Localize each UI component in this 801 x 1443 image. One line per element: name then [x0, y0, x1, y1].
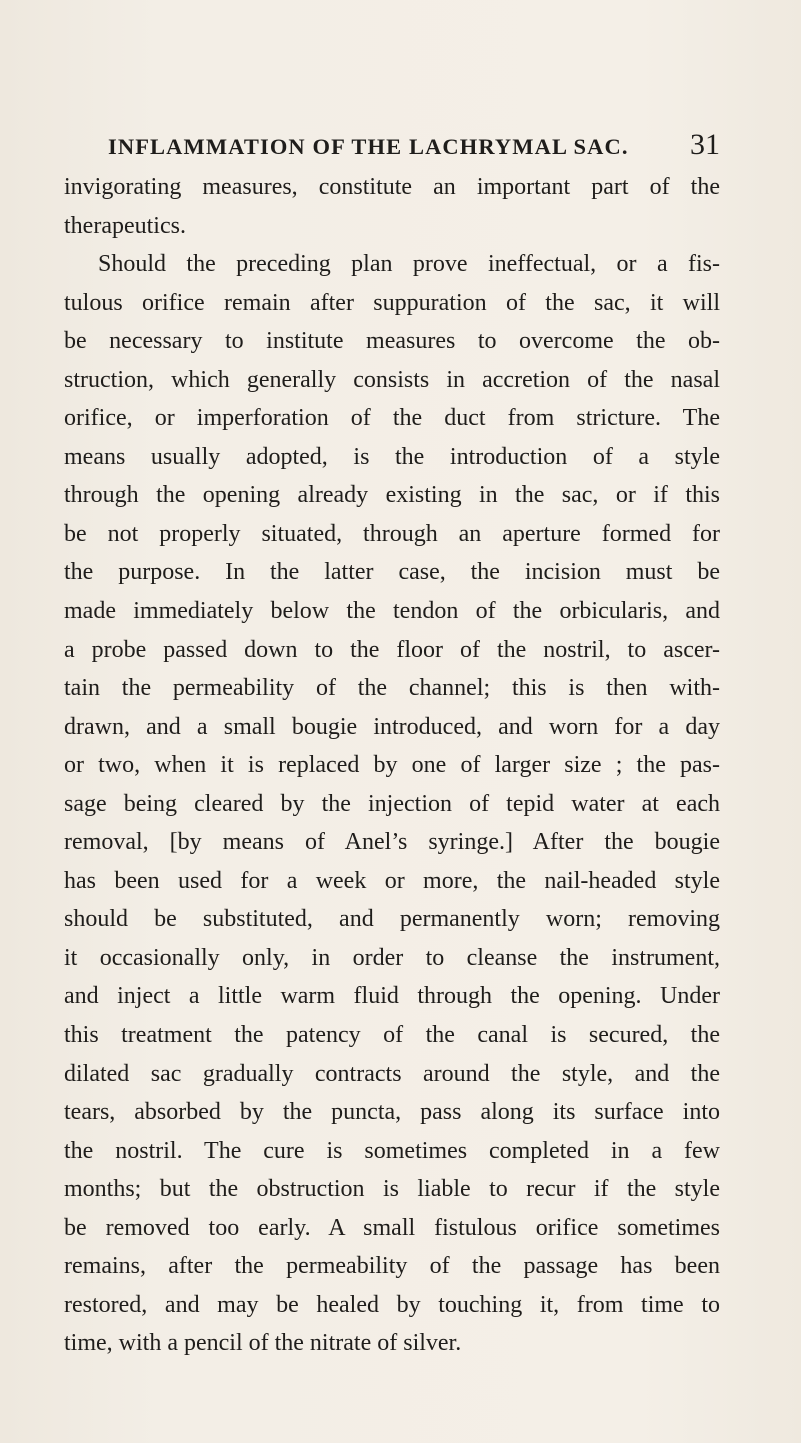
text-line: should be substituted, and permanently worn; removing: [64, 906, 720, 933]
text-line: therapeutics.: [64, 212, 186, 239]
text-line: the nostril. The cure is sometimes completed in a few: [64, 1137, 720, 1164]
text-line: restored, and may be healed by touching it, from time to: [64, 1291, 720, 1318]
text-line: it occasionally only, in order to cleanse the instrument,: [64, 944, 720, 971]
text-line: has been used for a week or more, the nail-headed style: [64, 867, 720, 894]
body-text: [64, 168, 720, 1363]
text-line: the purpose. In the latter case, the incision must be: [64, 559, 720, 586]
text-line: time, with a pencil of the nitrate of silver.: [64, 1330, 462, 1357]
text-line: struction, which generally consists in accretion of the nasal: [64, 366, 720, 393]
text-line: dilated sac gradually contracts around the style, and the: [64, 1060, 720, 1087]
text-line: drawn, and a small bougie introduced, and worn for a day: [64, 713, 720, 740]
text-line: remains, after the permeability of the passage has been: [64, 1253, 720, 1280]
text-line: this treatment the patency of the canal is secured, the: [64, 1022, 720, 1049]
page-number: 31: [690, 128, 720, 161]
text-line: and inject a little warm fluid through the opening. Under: [64, 983, 720, 1010]
text-line: or two, when it is replaced by one of larger size ; the pas-: [64, 752, 720, 779]
text-line: through the opening already existing in the sac, or if this: [64, 482, 720, 509]
text-line: Should the preceding plan prove ineffectual, or a fis-: [98, 251, 720, 278]
text-line: tulous orifice remain after suppuration of the sac, it will: [64, 289, 720, 316]
text-line: sage being cleared by the injection of tepid water at each: [64, 790, 720, 817]
text-line: means usually adopted, is the introduction of a style: [64, 443, 720, 470]
text-line: be necessary to institute measures to overcome the ob-: [64, 328, 720, 355]
text-line: removal, [by means of Anel’s syringe.] After the bougie: [64, 829, 720, 856]
text-line: be not properly situated, through an aperture formed for: [64, 520, 720, 547]
text-line: months; but the obstruction is liable to recur if the style: [64, 1176, 720, 1203]
running-head: [108, 128, 720, 170]
running-title: INFLAMMATION OF THE LACHRYMAL SAC.: [108, 134, 629, 159]
text-line: invigorating measures, constitute an important part of the: [64, 174, 720, 200]
text-line: tain the permeability of the channel; this is then with-: [64, 675, 720, 702]
text-line: orifice, or imperforation of the duct from stricture. The: [64, 405, 720, 432]
text-line: be removed too early. A small fistulous orifice sometimes: [64, 1214, 720, 1241]
text-line: tears, absorbed by the puncta, pass along its surface into: [64, 1099, 720, 1126]
text-line: made immediately below the tendon of the orbicularis, and: [64, 598, 720, 625]
text-line: a probe passed down to the floor of the nostril, to ascer-: [64, 636, 720, 663]
